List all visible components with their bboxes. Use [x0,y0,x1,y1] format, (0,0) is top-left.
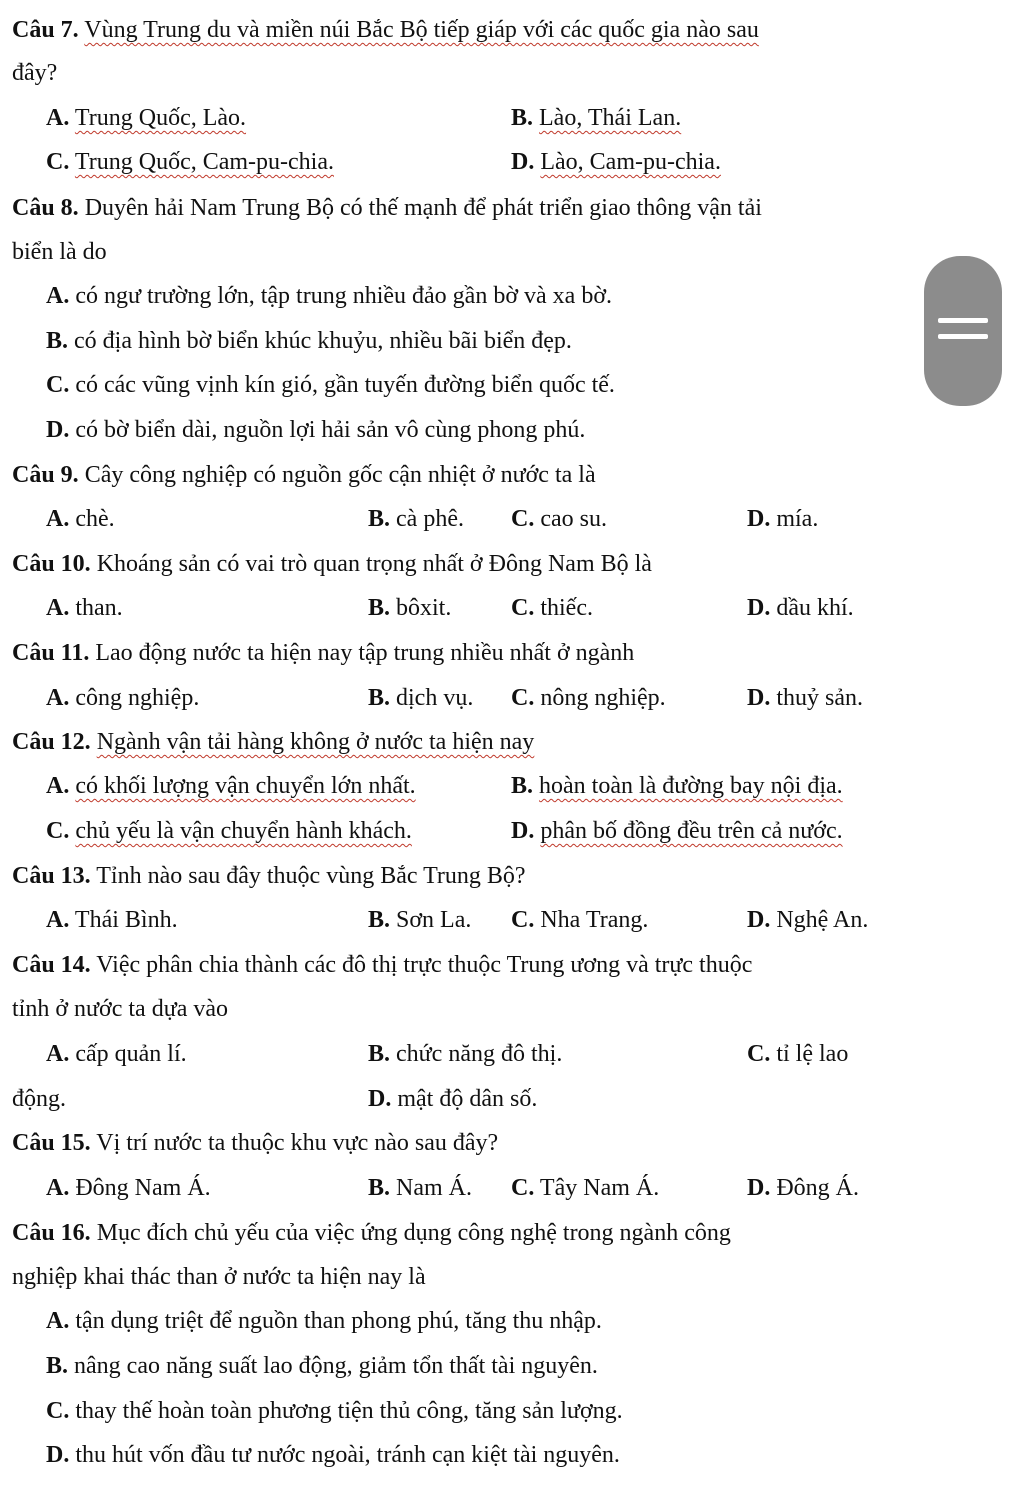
question-11 [12,638,634,668]
option-a: A. tận dụng triệt để nguồn than phong phú, tăng thu nhập. [46,1308,602,1334]
question-number: Câu 10. [12,551,91,577]
option-d: D. Nghệ An. [747,907,869,933]
question-14 [12,950,752,980]
option-d: D. thuỷ sản. [747,685,864,711]
question-number: Câu 13. [12,863,91,889]
drag-handle-icon[interactable] [924,256,1002,406]
option-c: C. Tây Nam Á. [511,1175,660,1201]
option-b: B. hoàn toàn là đường bay nội địa. [511,773,843,799]
option-a: A. than. [46,595,123,621]
question-text: Việc phân chia thành các đô thị trực thuộc Trung ương và trực thuộc [96,952,753,978]
question-number: Câu 12. [12,729,91,755]
option-c: C. cao su. [511,506,607,532]
option-b: B. có địa hình bờ biển khúc khuỷu, nhiều bãi biển đẹp. [46,328,572,354]
question-number: Câu 7. [12,17,79,43]
option-c: C. chủ yếu là vận chuyển hành khách. [46,818,412,844]
option-b: B. bôxit. [368,595,452,621]
option-c: C. có các vũng vịnh kín gió, gần tuyến đường biển quốc tế. [46,372,615,398]
question-13 [12,861,526,891]
option-d: D. dầu khí. [747,595,854,621]
option-a: A. chè. [46,506,115,532]
option-b: B. Sơn La. [368,907,472,933]
option-d: D. Lào, Cam-pu-chia. [511,149,721,175]
question-10 [12,549,652,579]
option-b: B. nâng cao năng suất lao động, giảm tổn thất tài nguyên. [46,1353,598,1379]
option-d: D. Đông Á. [747,1175,860,1201]
question-text: Lao động nước ta hiện nay tập trung nhiều nhất ở ngành [95,640,635,666]
question-8 [12,193,762,223]
option-b: B. Nam Á. [368,1175,472,1201]
question-text-cont: biển là do [12,239,107,265]
option-c: C. nông nghiệp. [511,685,666,711]
option-c: C. Trung Quốc, Cam-pu-chia. [46,149,334,175]
option-a: A. công nghiệp. [46,685,200,711]
question-number: Câu 9. [12,462,79,488]
option-c: C. thiếc. [511,595,593,621]
question-text-cont: đây? [12,60,58,86]
option-c: C. Nha Trang. [511,907,649,933]
option-a: A. có ngư trường lớn, tập trung nhiều đảo gần bờ và xa bờ. [46,283,613,309]
question-15 [12,1128,498,1158]
question-text: Mục đích chủ yếu của việc ứng dụng công nghệ trong ngành công [96,1220,731,1246]
question-number: Câu 15. [12,1130,91,1156]
option-b: B. chức năng đô thị. [368,1041,563,1067]
option-c-wrap: động. [12,1086,66,1112]
question-number: Câu 16. [12,1220,91,1246]
option-c: C. thay thế hoàn toàn phương tiện thủ công, tăng sản lượng. [46,1398,623,1424]
option-a: A. có khối lượng vận chuyển lớn nhất. [46,773,416,799]
question-text: Vùng Trung du và miền núi Bắc Bộ tiếp giáp với các quốc gia nào sau [84,17,759,43]
question-text-cont: nghiệp khai thác than ở nước ta hiện nay là [12,1264,426,1290]
option-a: A. cấp quản lí. [46,1041,187,1067]
question-text: Vị trí nước ta thuộc khu vực nào sau đây? [96,1130,499,1156]
option-b: B. Lào, Thái Lan. [511,105,682,131]
question-text: Ngành vận tải hàng không ở nước ta hiện nay [96,729,535,755]
option-a: A. Thái Bình. [46,907,178,933]
option-b: B. cà phê. [368,506,464,532]
question-number: Câu 14. [12,952,91,978]
option-d: D. mật độ dân số. [368,1086,538,1112]
option-a: A. Trung Quốc, Lào. [46,105,247,131]
option-a: A. Đông Nam Á. [46,1175,211,1201]
option-d: D. phân bố đồng đều trên cả nước. [511,818,843,844]
option-d: D. có bờ biển dài, nguồn lợi hải sản vô cùng phong phú. [46,417,586,443]
question-number: Câu 8. [12,195,79,221]
option-d: D. mía. [747,506,819,532]
question-12 [12,727,534,757]
question-text: Tỉnh nào sau đây thuộc vùng Bắc Trung Bộ? [96,863,526,889]
option-b: B. dịch vụ. [368,685,474,711]
option-c: C. tỉ lệ lao [747,1041,849,1067]
question-16 [12,1218,731,1248]
question-text: Khoáng sản có vai trò quan trọng nhất ở Đông Nam Bộ là [96,551,652,577]
question-text: Cây công nghiệp có nguồn gốc cận nhiệt ở nước ta là [84,462,596,488]
question-text: Duyên hải Nam Trung Bộ có thế mạnh để phát triển giao thông vận tải [84,195,762,221]
option-d: D. thu hút vốn đầu tư nước ngoài, tránh cạn kiệt tài nguyên. [46,1442,620,1468]
question-number: Câu 11. [12,640,90,666]
question-text-cont: tỉnh ở nước ta dựa vào [12,996,229,1022]
question-7 [12,15,759,45]
question-9 [12,460,596,490]
